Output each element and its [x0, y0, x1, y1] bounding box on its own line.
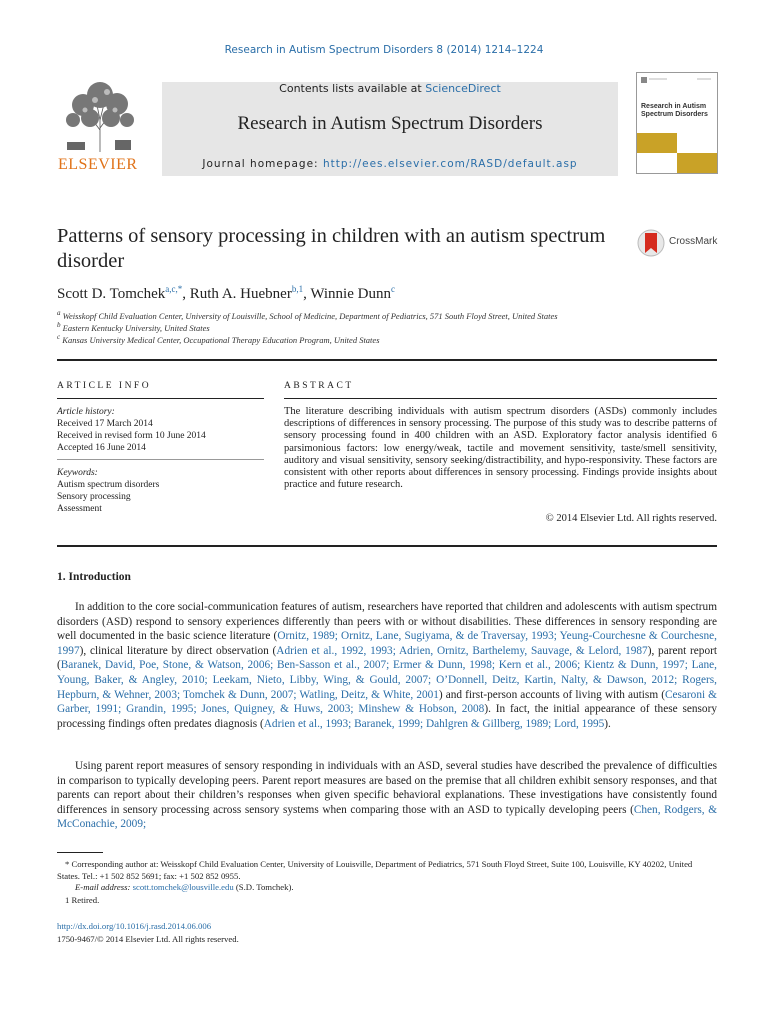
- received-date: Received 17 March 2014: [57, 419, 153, 429]
- email-footnote: [75, 882, 735, 894]
- citation-link[interactable]: Cesaroni & Garber, 1991; Grandin, 1995; Jones, Quigney, & Huws, 2003; Minshew & Hobson, 2008: [57, 688, 717, 716]
- email-suffix: (S.D. Tomchek).: [233, 882, 294, 892]
- crossmark-icon: [636, 228, 666, 258]
- affiliation-mark: c: [57, 333, 61, 341]
- keywords-label: Keywords:: [57, 468, 98, 478]
- paragraph-text: In addition to the core social-communication features of autism, researchers have reported that children and adolescents with autism spectrum disorders (ASD) respond to sensory experiences differently than peers with or without disabilities. These differences in sensory responding are well documented in the basic science literature (: [57, 601, 717, 643]
- contents-prefix: Contents lists available at: [279, 82, 426, 95]
- affiliation-mark: a: [57, 309, 61, 317]
- affiliation-item: [57, 321, 210, 333]
- paragraph-text: ) and first-person accounts of living with autism (: [438, 688, 665, 701]
- email-label: E-mail address:: [75, 882, 133, 892]
- citation-link[interactable]: Chen, Rodgers, & McConachie, 2009;: [57, 803, 717, 831]
- divider: [57, 545, 717, 547]
- revised-date: Received in revised form 10 June 2014: [57, 431, 206, 441]
- journal-title: Research in Autism Spectrum Disorders: [237, 113, 543, 134]
- affiliation-text: Kansas University Medical Center, Occupational Therapy Education Program, United States: [62, 334, 380, 345]
- citation-link[interactable]: Baranek, David, Poe, Stone, & Watson, 2006; Ben-Sasson et al., 2007; Ermer & Dunn, 1998; Kern et al., 2006; Kientz & Dunn, 1997; Lane, Young, Baker, & Angley, 2010; Leekam, Nieto, Libby, Wing, & Gould, 2007; O’Donnell, Deitz, Kartin, Nalty, & Dawson, 2012; Rogers, Hepburn, & Wehner, 2003; Tomchek & Dunn, 2007; Watling, Deitz, & White, 2001: [57, 659, 717, 701]
- introduction-paragraph-1: [57, 600, 717, 731]
- journal-cover-thumbnail[interactable]: [636, 72, 718, 174]
- citation-link[interactable]: Adrien et al., 1992, 1993; Adrien, Ornitz, Barthelemy, Sauvage, & Lelord, 1987: [276, 644, 648, 657]
- cover-title: Research in Autism Spectrum Disorders: [641, 103, 708, 118]
- section-heading-introduction: 1. Introduction: [57, 571, 131, 583]
- journal-reference-link[interactable]: Research in Autism Spectrum Disorders 8 (2014) 1214–1224: [224, 44, 544, 56]
- sciencedirect-link[interactable]: ScienceDirect: [425, 82, 501, 95]
- elsevier-wordmark: ELSEVIER: [58, 156, 138, 173]
- author-affiliation-marks[interactable]: c: [390, 284, 395, 294]
- doi-link[interactable]: http://dx.doi.org/10.1016/j.rasd.2014.06.006: [57, 921, 212, 931]
- affiliation-text: Eastern Kentucky University, United States: [62, 322, 210, 333]
- paragraph-text: ), clinical literature by direct observation (: [79, 644, 277, 657]
- history-label: Article history:: [57, 407, 115, 417]
- issn-copyright: 1750-9467/© 2014 Elsevier Ltd. All rights reserved.: [57, 934, 239, 944]
- affiliation-mark: b: [57, 321, 61, 329]
- author-list: Scott D. Tomchek$^{a,c,*}$, Ruth A. Huebner$^{b,1}$, Winnie Dunn$^c$: [57, 284, 395, 302]
- affiliation-text: Weisskopf Child Evaluation Center, University of Louisville, School of Medicine, Department of Pediatrics, 571 South Floyd Street, United States: [62, 310, 558, 321]
- author-name[interactable]: Winnie Dunn: [310, 286, 391, 302]
- author-affiliation-marks[interactable]: a,c,*: [165, 284, 183, 294]
- divider: [57, 359, 717, 361]
- keyword-item: Assessment: [57, 504, 102, 514]
- paragraph-text: ).: [604, 717, 611, 730]
- introduction-paragraph-2: [57, 759, 717, 832]
- paragraph-text: Using parent report measures of sensory responding in individuals with an ASD, several studies have described the prevalence of difficulties in comparison to typically developing peers. Parent report measures are based on the premise that all children exhibit sensory responses, and that parents can report about their children’s responses when given specific behavioral explanations. These investigations have consistently found differences in sensory processing across sensory systems when comparing those with an ASD to typically developing peers (: [57, 760, 717, 816]
- citation-link[interactable]: Ornitz, 1989; Ornitz, Lane, Sugiyama, & de Traversay, 1993; Yeung-Courchesne & Courchesne, 1997: [57, 630, 717, 657]
- paragraph-text: ), parent report (: [57, 644, 718, 672]
- paragraph-text: ). In fact, the initial appearance of these sensory processing findings often predates diagnosis (: [57, 703, 717, 730]
- divider: [57, 459, 264, 460]
- footnote-divider: [57, 852, 103, 853]
- email-link[interactable]: scott.tomchek@lousville.edu: [132, 882, 234, 892]
- divider: [57, 398, 264, 399]
- article-title: Patterns of sensory processing in children with an autism spectrum disorder: [57, 225, 606, 272]
- homepage-url-link[interactable]: http://ees.elsevier.com/RASD/default.asp: [322, 158, 578, 170]
- article-info-heading: ARTICLE INFO: [57, 381, 152, 391]
- contents-line: [162, 82, 618, 95]
- homepage-prefix: Journal homepage:: [202, 158, 323, 170]
- citation-link[interactable]: Adrien et al., 1993; Baranek, 1999; Dahlgren & Gillberg, 1989; Lord, 1995: [263, 717, 605, 730]
- keyword-item: Autism spectrum disorders: [57, 480, 160, 490]
- divider: [284, 398, 717, 399]
- author-affiliation-marks[interactable]: b,1: [291, 284, 304, 294]
- journal-homepage-line: [162, 158, 618, 170]
- corresponding-author-footnote: * Corresponding author at: Weisskopf Child Evaluation Center, University of Louisville, Department of Pediatrics, 571 South Floyd Street, Suite 100, Louisville, KY 40202, United States. Tel.: +1 502 852 5691; fax: +1 502 852 0955.: [57, 859, 693, 881]
- retired-footnote: 1 Retired.: [65, 895, 100, 905]
- abstract-copyright: © 2014 Elsevier Ltd. All rights reserved.: [545, 513, 717, 524]
- affiliation-item: [57, 309, 558, 321]
- crossmark-label: CrossMark: [669, 236, 718, 247]
- abstract-heading: ABSTRACT: [284, 381, 354, 391]
- accepted-date: Accepted 16 June 2014: [57, 443, 146, 453]
- author-name[interactable]: Scott D. Tomchek: [57, 286, 166, 302]
- abstract-body: The literature describing individuals with autism spectrum disorders (ASDs) commonly includes descriptions of differences in sensory processing. The purpose of this study was to describe patterns of sensory processing found in 400 children with an ASD. Exploratory factor analysis identified 6 parsimonious factors: low energy/weak, tactile and movement sensitivity, taste/smell sensitivity, auditory and visual sensitivity, sensory seeking/distractibility, and hypo-responsivity. These factors are consistent with other reports about differences in sensory processing. Findings provide insights about practice and future research.: [284, 406, 717, 491]
- affiliation-item: [57, 333, 380, 345]
- keyword-item: Sensory processing: [57, 492, 131, 502]
- author-name[interactable]: Ruth A. Huebner: [189, 286, 292, 302]
- crossmark-badge[interactable]: [636, 228, 736, 258]
